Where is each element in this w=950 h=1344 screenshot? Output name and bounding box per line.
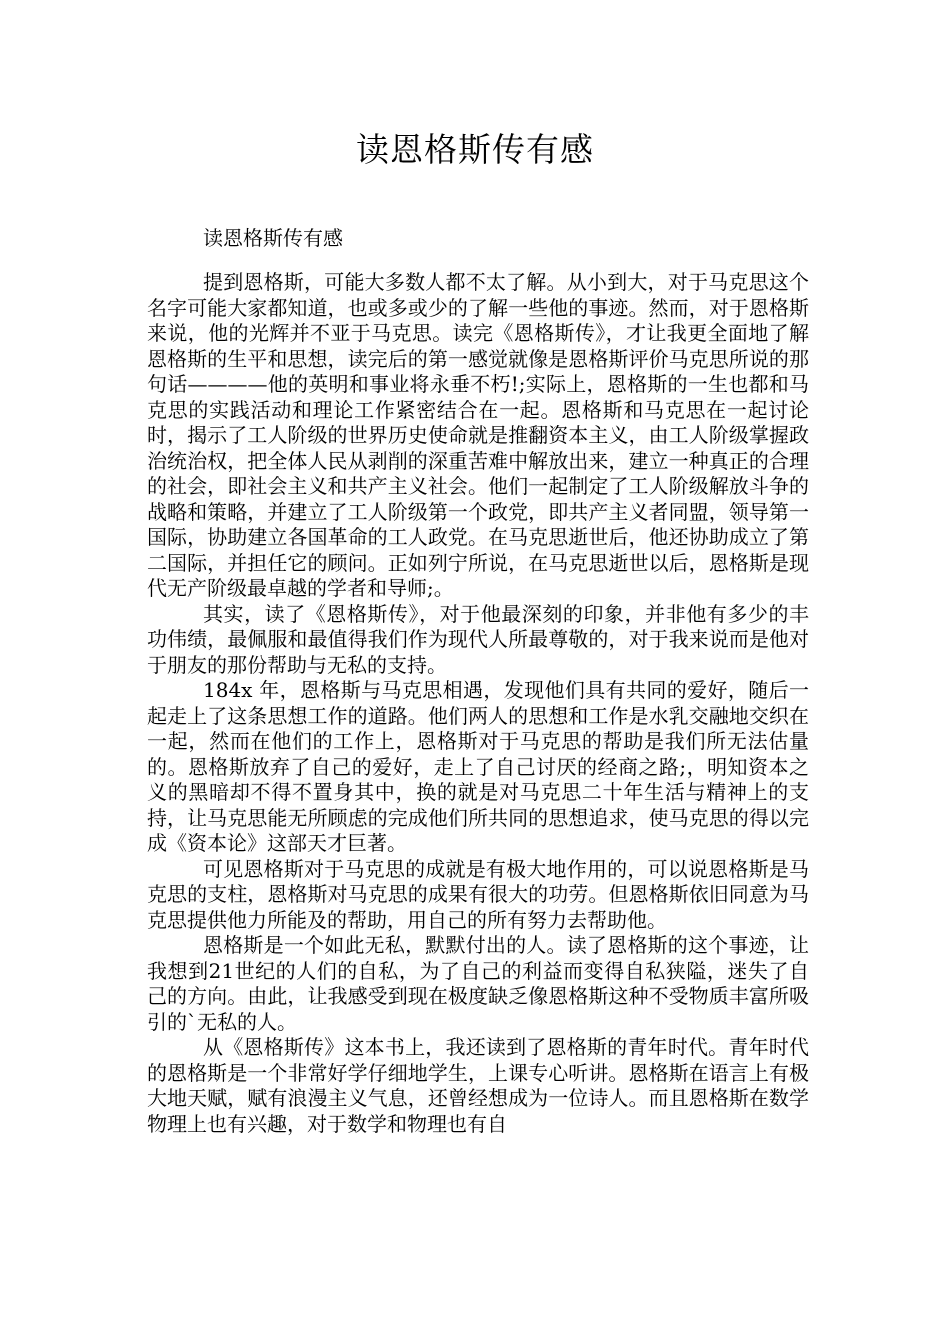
paragraph: 提到恩格斯，可能大多数人都不太了解。从小到大，对于马克思这个名字可能大家都知道，也或多或少的了解一些他的事迹。然而，对于恩格斯来说，他的光辉并不亚于马克思。读完《恩格斯传》，才让我更全面地了解恩格斯的生平和思想，读完后的第一感觉就像是恩格斯评价马克思所说的那句话————他的英明和事业将永垂不朽!;实际上，恩格斯的一生也都和马克思的实践活动和理论工作紧密结合在一起。恩格斯和马克思在一起讨论时，揭示了工人阶级的世界历史使命就是推翻资本主义，由工人阶级掌握政治统治权，把全体人民从剥削的深重苦难中解放出来，建立一种真正的合理的社会，即社会主义和共产主义社会。他们一起制定了工人阶级解放斗争的战略和策略，并建立了工人阶级第一个政党，即共产主义者同盟，领导第一国际，协助建立各国革命的工人政党。在马克思逝世后，他还协助成立了第二国际，并担任它的顾问。正如列宁所说，在马克思逝世以后，恩格斯是现代无产阶级最卓越的学者和导师;。	[147, 270, 809, 600]
paragraph: 可见恩格斯对于马克思的成就是有极大地作用的，可以说恩格斯是马克思的支柱，恩格斯对马克思的成果有很大的功劳。但恩格斯依旧同意为马克思提供他力所能及的帮助，用自己的所有努力去帮助他。	[147, 856, 809, 932]
paragraph: 恩格斯是一个如此无私，默默付出的人。读了恩格斯的这个事迹，让我想到21世纪的人们的自私，为了自己的利益而变得自私狭隘，迷失了自己的方向。由此，让我感受到现在极度缺乏像恩格斯这种不受物质丰富所吸引的`无私的人。	[147, 933, 809, 1034]
paragraph: 从《恩格斯传》这本书上，我还读到了恩格斯的青年时代。青年时代的恩格斯是一个非常好学仔细地学生，上课专心听讲。恩格斯在语言上有极大地天赋，赋有浪漫主义气息，还曾经想成为一位诗人。而且恩格斯在数学物理上也有兴趣，对于数学和物理也有自	[147, 1035, 809, 1136]
paragraph: 184x 年，恩格斯与马克思相遇，发现他们具有共同的爱好，随后一起走上了这条思想工作的道路。他们两人的思想和工作是水乳交融地交织在一起，然而在他们的工作上，恩格斯对于马克思的帮助是我们所无法估量的。恩格斯放弃了自己的爱好，走上了自己讨厌的经商之路;，明知资本之义的黑暗却不得不置身其中，换的就是对马克思二十年生活与精神上的支持，让马克思能无所顾虑的完成他们所共同的思想追求，使马克思的得以完成《资本论》这部天才巨著。	[147, 678, 809, 855]
document-title: 读恩格斯传有感	[356, 130, 594, 169]
document-body	[147, 270, 809, 1137]
document-subtitle: 读恩格斯传有感	[203, 226, 343, 250]
paragraph: 其实，读了《恩格斯传》，对于他最深刻的印象，并非他有多少的丰功伟绩，最佩服和最值得我们作为现代人所最尊敬的，对于我来说而是他对于朋友的那份帮助与无私的支持。	[147, 601, 809, 677]
